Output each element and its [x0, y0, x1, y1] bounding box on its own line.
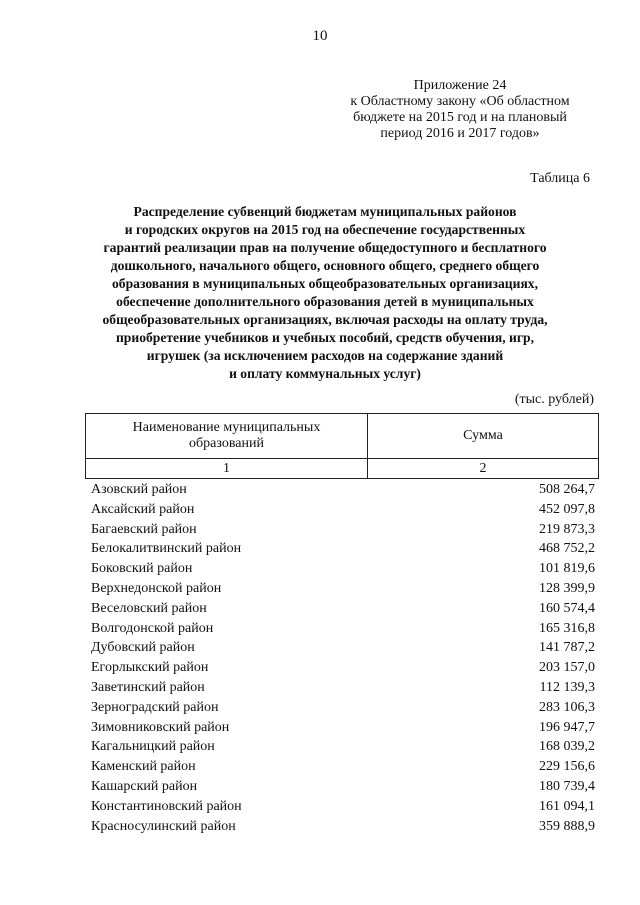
table-body	[91, 480, 595, 836]
appendix-line: Приложение 24	[413, 78, 507, 93]
municipality-name: Егорлыкский район	[91, 660, 209, 676]
header-name-line: Наименование муниципальных	[132, 420, 321, 435]
header-name-cell	[86, 414, 368, 459]
title-line: игрушек (за исключением расходов на содержание зданий	[146, 348, 504, 363]
table-row	[91, 539, 595, 559]
table-header	[85, 413, 599, 479]
municipality-name: Боковский район	[91, 561, 193, 577]
column-number-1: 1	[86, 459, 368, 479]
municipality-name: Каменский район	[91, 759, 196, 775]
municipality-name: Багаевский район	[91, 521, 197, 537]
appendix-line: к Областному закону «Об областном	[350, 94, 570, 109]
title-line: приобретение учебников и учебных пособий, средств обучения, игр,	[115, 330, 535, 345]
subvention-amount: 168 039,2	[539, 739, 595, 755]
table-row	[91, 718, 595, 738]
table-reference: Таблица 6	[530, 171, 590, 186]
table-row	[91, 757, 595, 777]
municipality-name: Кагальницкий район	[91, 739, 215, 755]
page-number: 10	[312, 28, 328, 44]
subvention-amount: 128 399,9	[539, 580, 595, 596]
appendix-line: бюджете на 2015 год и на плановый	[353, 110, 567, 125]
subvention-amount: 180 739,4	[539, 778, 595, 794]
subvention-amount: 452 097,8	[539, 501, 595, 517]
subvention-amount: 508 264,7	[539, 482, 595, 497]
table-row	[91, 698, 595, 718]
table-row	[91, 480, 595, 500]
municipality-name: Зерноградский район	[91, 699, 219, 715]
table-row	[91, 658, 595, 678]
table-row	[91, 579, 595, 599]
table-row	[91, 678, 595, 698]
title-line: и городских округов на 2015 год на обеспечение государственных	[124, 222, 526, 237]
table-row	[91, 500, 595, 520]
subvention-amount: 229 156,6	[539, 759, 595, 775]
municipality-name: Заветинский район	[91, 679, 205, 695]
column-number-2: 2	[368, 459, 599, 479]
subvention-amount: 359 888,9	[539, 818, 595, 834]
municipality-name: Веселовский район	[91, 600, 207, 616]
municipality-name: Кашарский район	[91, 778, 198, 794]
municipality-name: Волгодонской район	[91, 620, 214, 636]
title-line: дошкольного, начального общего, основного общего, среднего общего	[110, 258, 540, 273]
document-title	[60, 203, 590, 383]
municipality-name: Красносулинский район	[91, 818, 236, 834]
municipality-name: Белокалитвинский район	[91, 541, 242, 557]
table-row	[91, 737, 595, 757]
table-row	[91, 599, 595, 619]
subvention-amount: 160 574,4	[539, 600, 595, 616]
subvention-amount: 112 139,3	[539, 679, 595, 695]
subvention-amount: 468 752,2	[539, 541, 595, 557]
table-row	[91, 619, 595, 639]
table-row	[91, 777, 595, 797]
municipality-name: Верхнедонской район	[91, 580, 222, 596]
header-name-line: образований	[189, 436, 264, 451]
subvention-amount: 283 106,3	[539, 699, 595, 715]
table-row	[91, 520, 595, 540]
municipality-name: Константиновский район	[91, 798, 242, 814]
subvention-amount: 161 094,1	[539, 798, 595, 814]
subvention-amount: 165 316,8	[539, 620, 595, 636]
title-line: гарантий реализации прав на получение общедоступного и бесплатного	[103, 240, 547, 255]
header-sum-cell: Сумма	[368, 414, 599, 459]
subvention-amount: 219 873,3	[539, 521, 595, 537]
municipality-name: Аксайский район	[91, 501, 195, 517]
units-label: (тыс. рублей)	[514, 392, 594, 407]
municipality-name: Азовский район	[91, 482, 187, 497]
municipality-name: Зимовниковский район	[91, 719, 230, 735]
municipality-name: Дубовский район	[91, 640, 195, 656]
appendix-reference	[330, 78, 590, 142]
title-line: образования в муниципальных общеобразовательных организациях,	[112, 276, 538, 291]
subvention-amount: 101 819,6	[539, 561, 595, 577]
subvention-amount: 141 787,2	[539, 640, 595, 656]
title-line: обеспечение дополнительного образования детей в муниципальных	[116, 294, 534, 309]
appendix-line: период 2016 и 2017 годов»	[380, 126, 540, 141]
table-row	[91, 797, 595, 817]
title-line: и оплату коммунальных услуг)	[229, 366, 421, 381]
table-row	[91, 559, 595, 579]
subvention-amount: 196 947,7	[539, 719, 595, 735]
title-line: общеобразовательных организациях, включая расходы на оплату труда,	[102, 312, 548, 327]
table-row	[91, 817, 595, 837]
subvention-amount: 203 157,0	[539, 660, 595, 676]
title-line: Распределение субвенций бюджетам муниципальных районов	[133, 204, 517, 219]
table-row	[91, 638, 595, 658]
